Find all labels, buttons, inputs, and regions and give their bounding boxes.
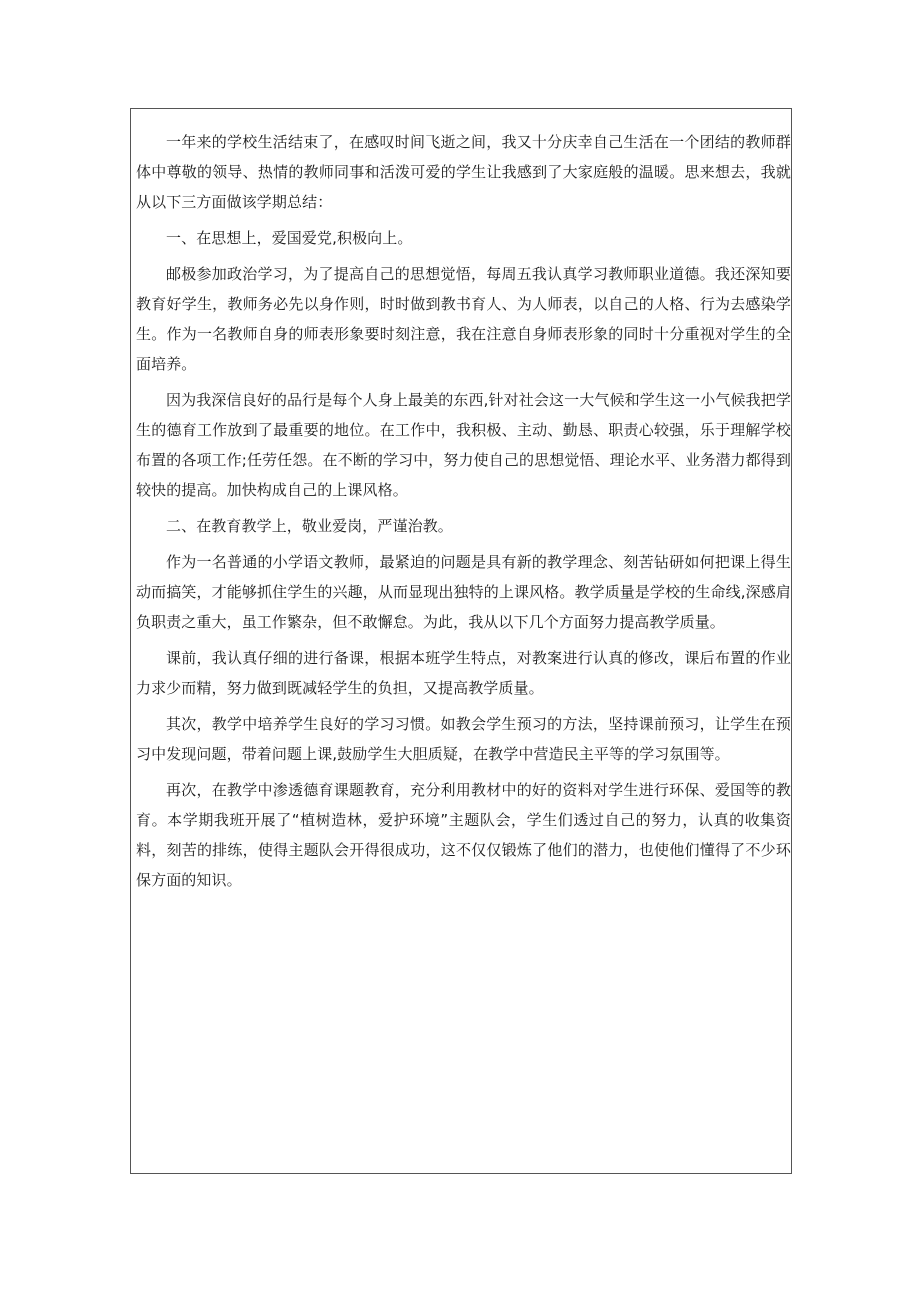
paragraph-study-habits: 其次，教学中培养学生良好的学习习惯。如教会学生预习的方法，坚持课前预习，让学生在预习中发现问题，带着问题上课,鼓励学生大胆质疑，在教学中营造民主平等的学习氛围等。 <box>136 715 791 763</box>
section-heading-teaching: 二、在教育教学上，敬业爱岗，严谨治教。 <box>166 517 453 535</box>
paragraph-moral-topics: 再次，在教学中渗透德育课题教育，充分利用教材中的好的资料对学生进行环保、爱国等的教育。本学期我班开展了“植树造林，爱护环境”主题队会，学生们透过自己的努力，认真的收集资料，刻苦的排练，使得主题队会开得很成功，这不仅仅锻炼了他们的潜力，也使他们懂得了不少环保方面的知识。 <box>136 781 791 889</box>
paragraph-intro: 一年来的学校生活结束了，在感叹时间飞逝之间，我又十分庆幸自己生活在一个团结的教师群体中尊敬的领导、热情的教师同事和活泼可爱的学生让我感到了大家庭般的温暖。思来想去，我就从以下三方面做该学期总结： <box>136 133 791 211</box>
paragraph-moral-education: 因为我深信良好的品行是每个人身上最美的东西,针对社会这一大气候和学生这一小气候我把学生的德育工作放到了最重要的地位。在工作中，我积极、主动、勤恳、职责心较强，乐于理解学校布置的各项工作;任劳任怨。在不断的学习中，努力使自己的思想觉悟、理论水平、业务潜力都得到较快的提高。加快构成自己的上课风格。 <box>136 391 791 499</box>
paragraph-political-study: 邮极参加政治学习，为了提高自己的思想觉悟，每周五我认真学习教师职业道德。我还深知要教育好学生，教师务必先以身作则，时时做到教书育人、为人师表，以自己的人格、行为去感染学生。作为一名教师自身的师表形象要时刻注意，我在注意自身师表形象的同时十分重视对学生的全面培养。 <box>136 265 791 373</box>
paragraph-lesson-prep: 课前，我认真仔细的进行备课，根据本班学生特点，对教案进行认真的修改，课后布置的作业力求少而精，努力做到既减轻学生的负担，又提高教学质量。 <box>136 649 791 697</box>
paragraph-teaching-quality: 作为一名普通的小学语文教师，最紧迫的问题是具有新的教学理念、刻苦钻研如何把课上得生动而搞笑，才能够抓住学生的兴趣，从而显现出独特的上课风格。教学质量是学校的生命线,深感肩负职责之重大，虽工作繁杂，但不敢懈怠。为此，我从以下几个方面努力提高教学质量。 <box>136 553 791 631</box>
section-heading-thought: 一、在思想上，爱国爱党,积极向上。 <box>166 229 413 247</box>
document-frame <box>130 108 792 1174</box>
